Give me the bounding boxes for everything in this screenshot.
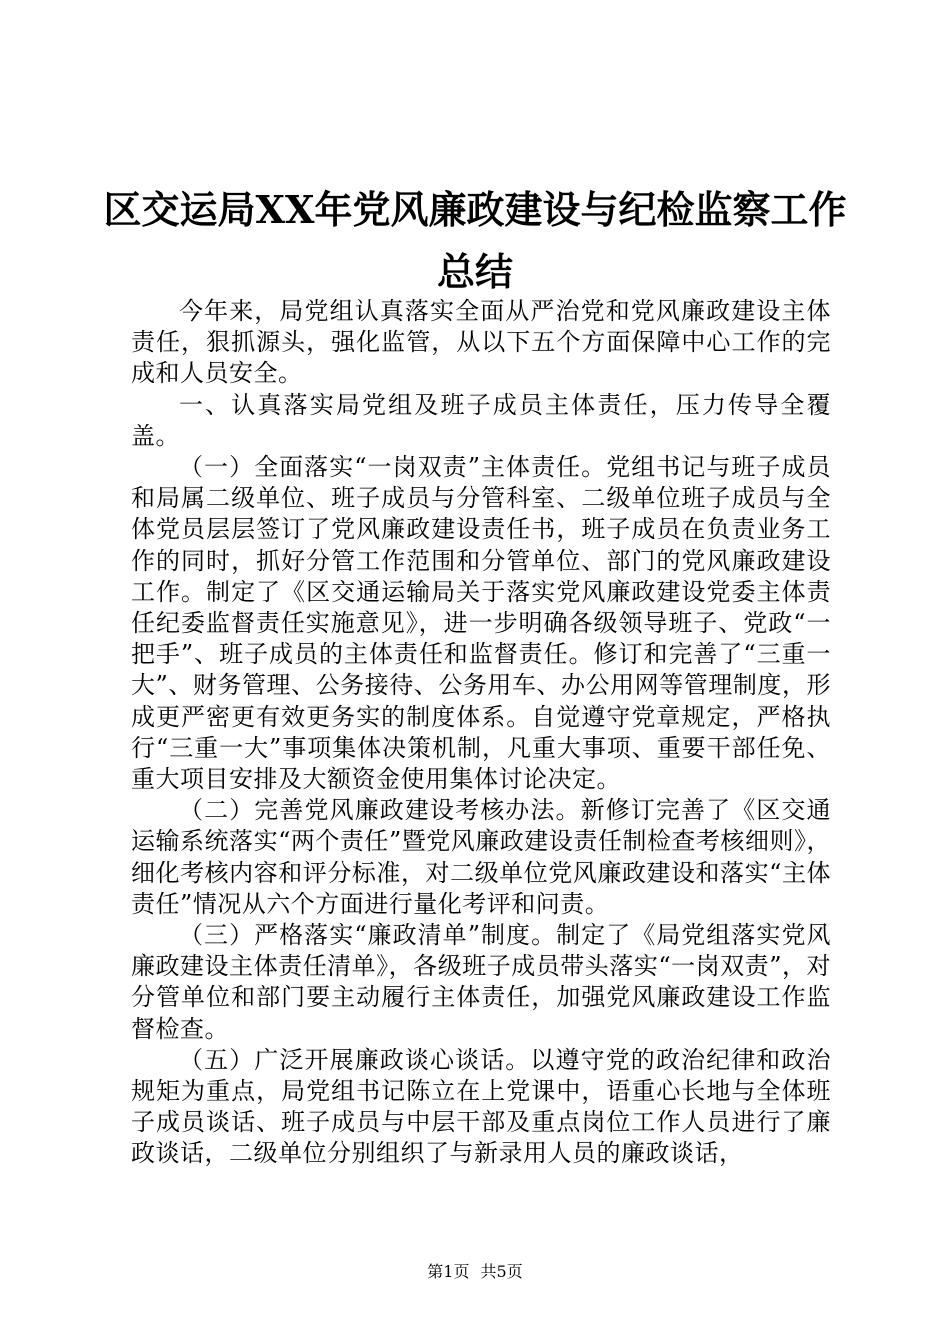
paragraph-item-1: （一）全面落实“一岗双责”主体责任。党组书记与班子成员和局属二级单位、班子成员与分管科室、二级单位班子成员与全体党员层层签订了党风廉政建设责任书，班子成员在负责业务工作的同时，抓好分管工作范围和分管单位、部门的党风廉政建设工作。制定了《区交通运输局关于落实党风廉政建设党委主体责任纪委监督责任实施意见》，进一步明确各级领导班子、党政“一把手”、班子成员的主体责任和监督责任。修订和完善了“三重一大”、财务管理、公务接待、公务用车、办公用网等管理制度，形成更严密更有效更务实的制度体系。自觉遵守党章规定，严格执行“三重一大”事项集体决策机制，凡重大事项、重要干部任免、重大项目安排及大额资金使用集体讨论决定。: [131, 453, 831, 794]
paragraph-section-1-heading: 一、认真落实局党组及班子成员主体责任，压力传导全覆盖。: [131, 390, 831, 450]
paragraph-intro: 今年来，局党组认真落实全面从严治党和党风廉政建设主体责任，狠抓源头，强化监管，从以下五个方面保障中心工作的完成和人员安全。: [131, 297, 831, 388]
page-number-current: 第1页: [427, 1262, 470, 1281]
document-title-line2: 总结: [436, 249, 513, 294]
page-number-total: 共5页: [480, 1262, 523, 1281]
paragraph-item-2: （二）完善党风廉政建设考核办法。新修订完善了《区交通运输系统落实“两个责任”暨党风廉政建设责任制检查考核细则》，细化考核内容和评分标准，对二级单位党风廉政建设和落实“主体责任”情况从六个方面进行量化考评和问责。: [131, 796, 831, 918]
page-footer: [0, 1262, 950, 1282]
paragraph-item-5: （五）广泛开展廉政谈心谈话。以遵守党的政治纪律和政治规矩为重点，局党组书记陈立在上党课中，语重心长地与全体班子成员谈话、班子成员与中层干部及重点岗位工作人员进行了廉政谈话，二级单位分别组织了与新录用人员的廉政谈话，: [131, 1045, 831, 1168]
document-title-line1: 区交运局XX年党风廉政建设与纪检监察工作: [103, 187, 847, 232]
paragraph-item-3: （三）严格落实“廉政清单”制度。制定了《局党组落实党风廉政建设主体责任清单》，各级班子成员带头落实“一岗双责”，对分管单位和部门要主动履行主体责任，加强党风廉政建设工作监督检查。: [131, 921, 831, 1043]
document-body: [131, 296, 831, 1170]
